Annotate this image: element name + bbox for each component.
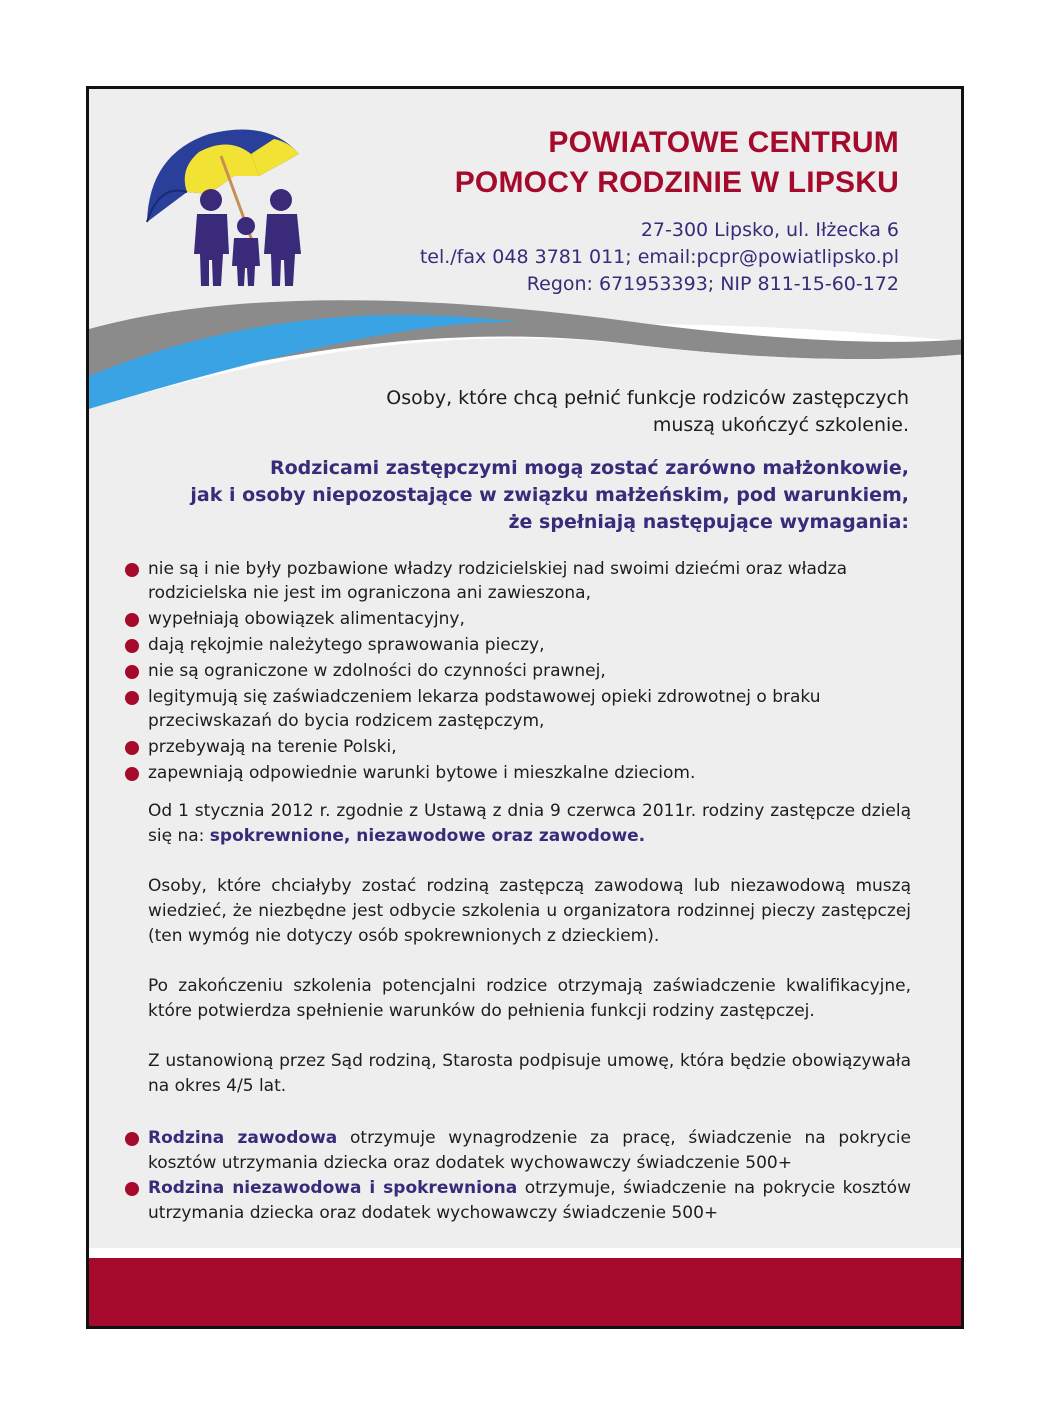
list-item-text: nie są i nie były pozbawione władzy rodzicielskiej nad swoimi dziećmi oraz władza rodzicielska nie jest im ograniczona ani zawieszona, [148, 559, 848, 603]
bullet-icon [125, 767, 139, 781]
requirements-list [125, 557, 925, 787]
intro-line2: muszą ukończyć szkolenie. [652, 414, 909, 436]
list-item [125, 1176, 911, 1226]
regon-nip-line: Regon: 671953393; NIP 811-15-60-172 [526, 273, 899, 295]
family-umbrella-icon [139, 114, 309, 289]
paragraph-certificate: Po zakończeniu szkolenia potencjalni rodzice otrzymają zaświadczenie kwalifikacyjne, które potwierdza spełnienie warunków do pełnienia funkcji rodziny zastępczej. [148, 976, 911, 1021]
list-item [125, 659, 925, 683]
poster [86, 86, 964, 1329]
lead-line2: jak i osoby niepozostające w związku małżeńskim, pod warunkiem, [190, 484, 909, 506]
paragraph-text: Od 1 stycznia 2012 r. zgodnie z Ustawą z dnia 9 czerwca 2011r. rodziny zastępcze dzielą się na: [148, 801, 911, 846]
bullet-icon [125, 563, 139, 577]
paragraph-family-types [148, 799, 911, 849]
family-types-highlight: spokrewnione, niezawodowe oraz zawodowe. [209, 826, 646, 846]
list-item-text: legitymują się zaświadczeniem lekarza podstawowej opieki zdrowotnej o braku przeciwskazań do bycia rodzicem zastępczym, [148, 687, 821, 731]
bullet-icon [125, 691, 139, 705]
organization-title-line2: POMOCY RODZINIE W LIPSKU [454, 166, 899, 199]
list-item-text: nie są ograniczone w zdolności do czynności prawnej, [148, 661, 606, 681]
list-item-text: zapewniają odpowiednie warunki bytowe i mieszkalne dzieciom. [148, 763, 696, 783]
family-type-name: Rodzina zawodowa [148, 1128, 338, 1148]
list-item [125, 761, 925, 785]
family-type-text: otrzymuje, świadczenie na pokrycie kosztów utrzymania dziecka oraz dodatek wychowawczy świadczenie 500+ [148, 1178, 911, 1223]
intro-text [386, 385, 909, 439]
lead-line1: Rodzicami zastępczymi mogą zostać zarówno małżonkowie, [269, 457, 909, 479]
list-item-text: dają rękojmie należytego sprawowania pieczy, [148, 635, 545, 655]
family-types-list [125, 1126, 911, 1226]
bullet-icon [125, 639, 139, 653]
list-item [125, 685, 925, 733]
intro-line1: Osoby, które chcą pełnić funkcje rodziców zastępczych [386, 387, 909, 409]
paragraph-training: Osoby, które chciałyby zostać rodziną zastępczą zawodową lub niezawodową muszą wiedzieć, że niezbędne jest odbycie szkolenia u organizatora rodzinnej pieczy zastępczej (ten wymóg nie dotyczy osób spokrewnionych z dzieckiem). [148, 876, 911, 946]
body-text [148, 799, 911, 1124]
lead-line3: że spełniają następujące wymagania: [508, 511, 909, 533]
list-item [125, 633, 925, 657]
bullet-icon [125, 1182, 139, 1196]
list-item [125, 735, 925, 759]
bullet-icon [125, 665, 139, 679]
list-item [125, 1126, 911, 1176]
paragraph-agreement: Z ustanowioną przez Sąd rodziną, Starosta podpisuje umowę, która będzie obowiązywała na okres 4/5 lat. [148, 1051, 911, 1096]
bullet-icon [125, 613, 139, 627]
list-item-text: przebywają na terenie Polski, [148, 737, 397, 757]
footer-divider [89, 1248, 964, 1258]
list-item-text: wypełniają obowiązek alimentacyjny, [148, 609, 465, 629]
list-item [125, 607, 925, 631]
list-item [125, 557, 925, 605]
footer-band [89, 1258, 964, 1326]
lead-text [190, 455, 909, 536]
phone-email-line: tel./fax 048 3781 011; email:pcpr@powiatlipsko.pl [419, 246, 899, 268]
family-type-text: otrzymuje wynagrodzenie za pracę, świadczenie na pokrycie kosztów utrzymania dziecka oraz dodatek wychowawczy świadczenie 500+ [148, 1128, 911, 1173]
organization-title-line1: POWIATOWE CENTRUM [548, 126, 899, 159]
organization-title [455, 123, 899, 203]
address-line: 27-300 Lipsko, ul. Iłżecka 6 [640, 219, 899, 241]
family-type-name: Rodzina niezawodowa i spokrewniona [148, 1178, 518, 1198]
bullet-icon [125, 1132, 139, 1146]
bullet-icon [125, 741, 139, 755]
